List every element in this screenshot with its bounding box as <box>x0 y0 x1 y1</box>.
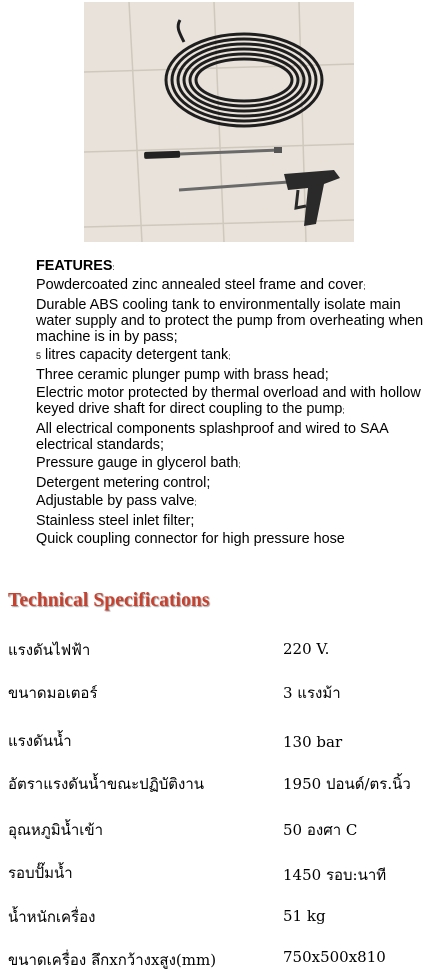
spec-row <box>8 772 441 802</box>
spec-row <box>8 818 441 848</box>
feature-item: Powdercoated zinc annealed steel frame and cover; <box>36 277 366 293</box>
spec-label: อุณหภูมิน้ำเข้า <box>8 821 104 839</box>
hose-and-gun-illustration <box>84 2 354 242</box>
feature-item: Stainless steel inlet filter; <box>36 513 195 529</box>
spec-row <box>8 681 441 711</box>
feature-item: Three ceramic plunger pump with brass head; <box>36 367 329 383</box>
spec-row <box>8 638 441 668</box>
spec-label: แรงดันน้ำ <box>8 732 72 750</box>
features-heading: FEATURES: <box>36 258 115 274</box>
spec-value: 51 kg <box>283 907 326 925</box>
feature-item: Electric motor protected by thermal overload and with hollow keyed drive shaft for direct coupling to the pump; <box>36 385 421 417</box>
feature-item: Durable ABS cooling tank to environmentally isolate main water supply and to protect the pump from overheating when machine is in by pass; <box>36 297 424 345</box>
spec-value: 1450 รอบ:นาที <box>283 866 387 884</box>
spec-label: อัตราแรงดันน้ำขณะปฏิบัติงาน <box>8 775 205 793</box>
spec-label: รอบปั๊มน้ำ <box>8 864 73 882</box>
feature-item: Pressure gauge in glycerol bath; <box>36 455 241 471</box>
feature-item: Adjustable by pass valve; <box>36 493 197 509</box>
spec-row <box>8 729 441 759</box>
spec-value: 220 V. <box>283 640 330 658</box>
feature-item: 5 litres capacity detergent tank; <box>36 347 231 363</box>
spec-label: ขนาดมอเตอร์ <box>8 684 98 702</box>
features-section <box>36 258 436 549</box>
spec-label: แรงดันไฟฟ้า <box>8 641 91 659</box>
spec-row <box>8 948 441 978</box>
spec-label: ขนาดเครื่อง ลึกxกว้างxสูง(mm) <box>8 951 217 969</box>
feature-item: Quick coupling connector for high pressure hose <box>36 531 345 547</box>
feature-item: Detergent metering control; <box>36 475 211 491</box>
spec-row <box>8 861 441 891</box>
spec-row <box>8 905 441 935</box>
spec-value: 130 bar <box>283 733 343 751</box>
spec-value: 1950 ปอนด์/ตร.นิ้ว <box>283 775 411 793</box>
specs-title: Technical Specifications <box>8 590 210 611</box>
feature-item: All electrical components splashproof and wired to SAA electrical standards; <box>36 421 388 453</box>
spec-value: 50 องศา C <box>283 821 358 839</box>
product-photo <box>84 2 354 242</box>
spec-value: 750x500x810 <box>283 948 386 966</box>
spec-label: น้ำหนักเครื่อง <box>8 908 96 926</box>
spec-value: 3 แรงม้า <box>283 684 341 702</box>
